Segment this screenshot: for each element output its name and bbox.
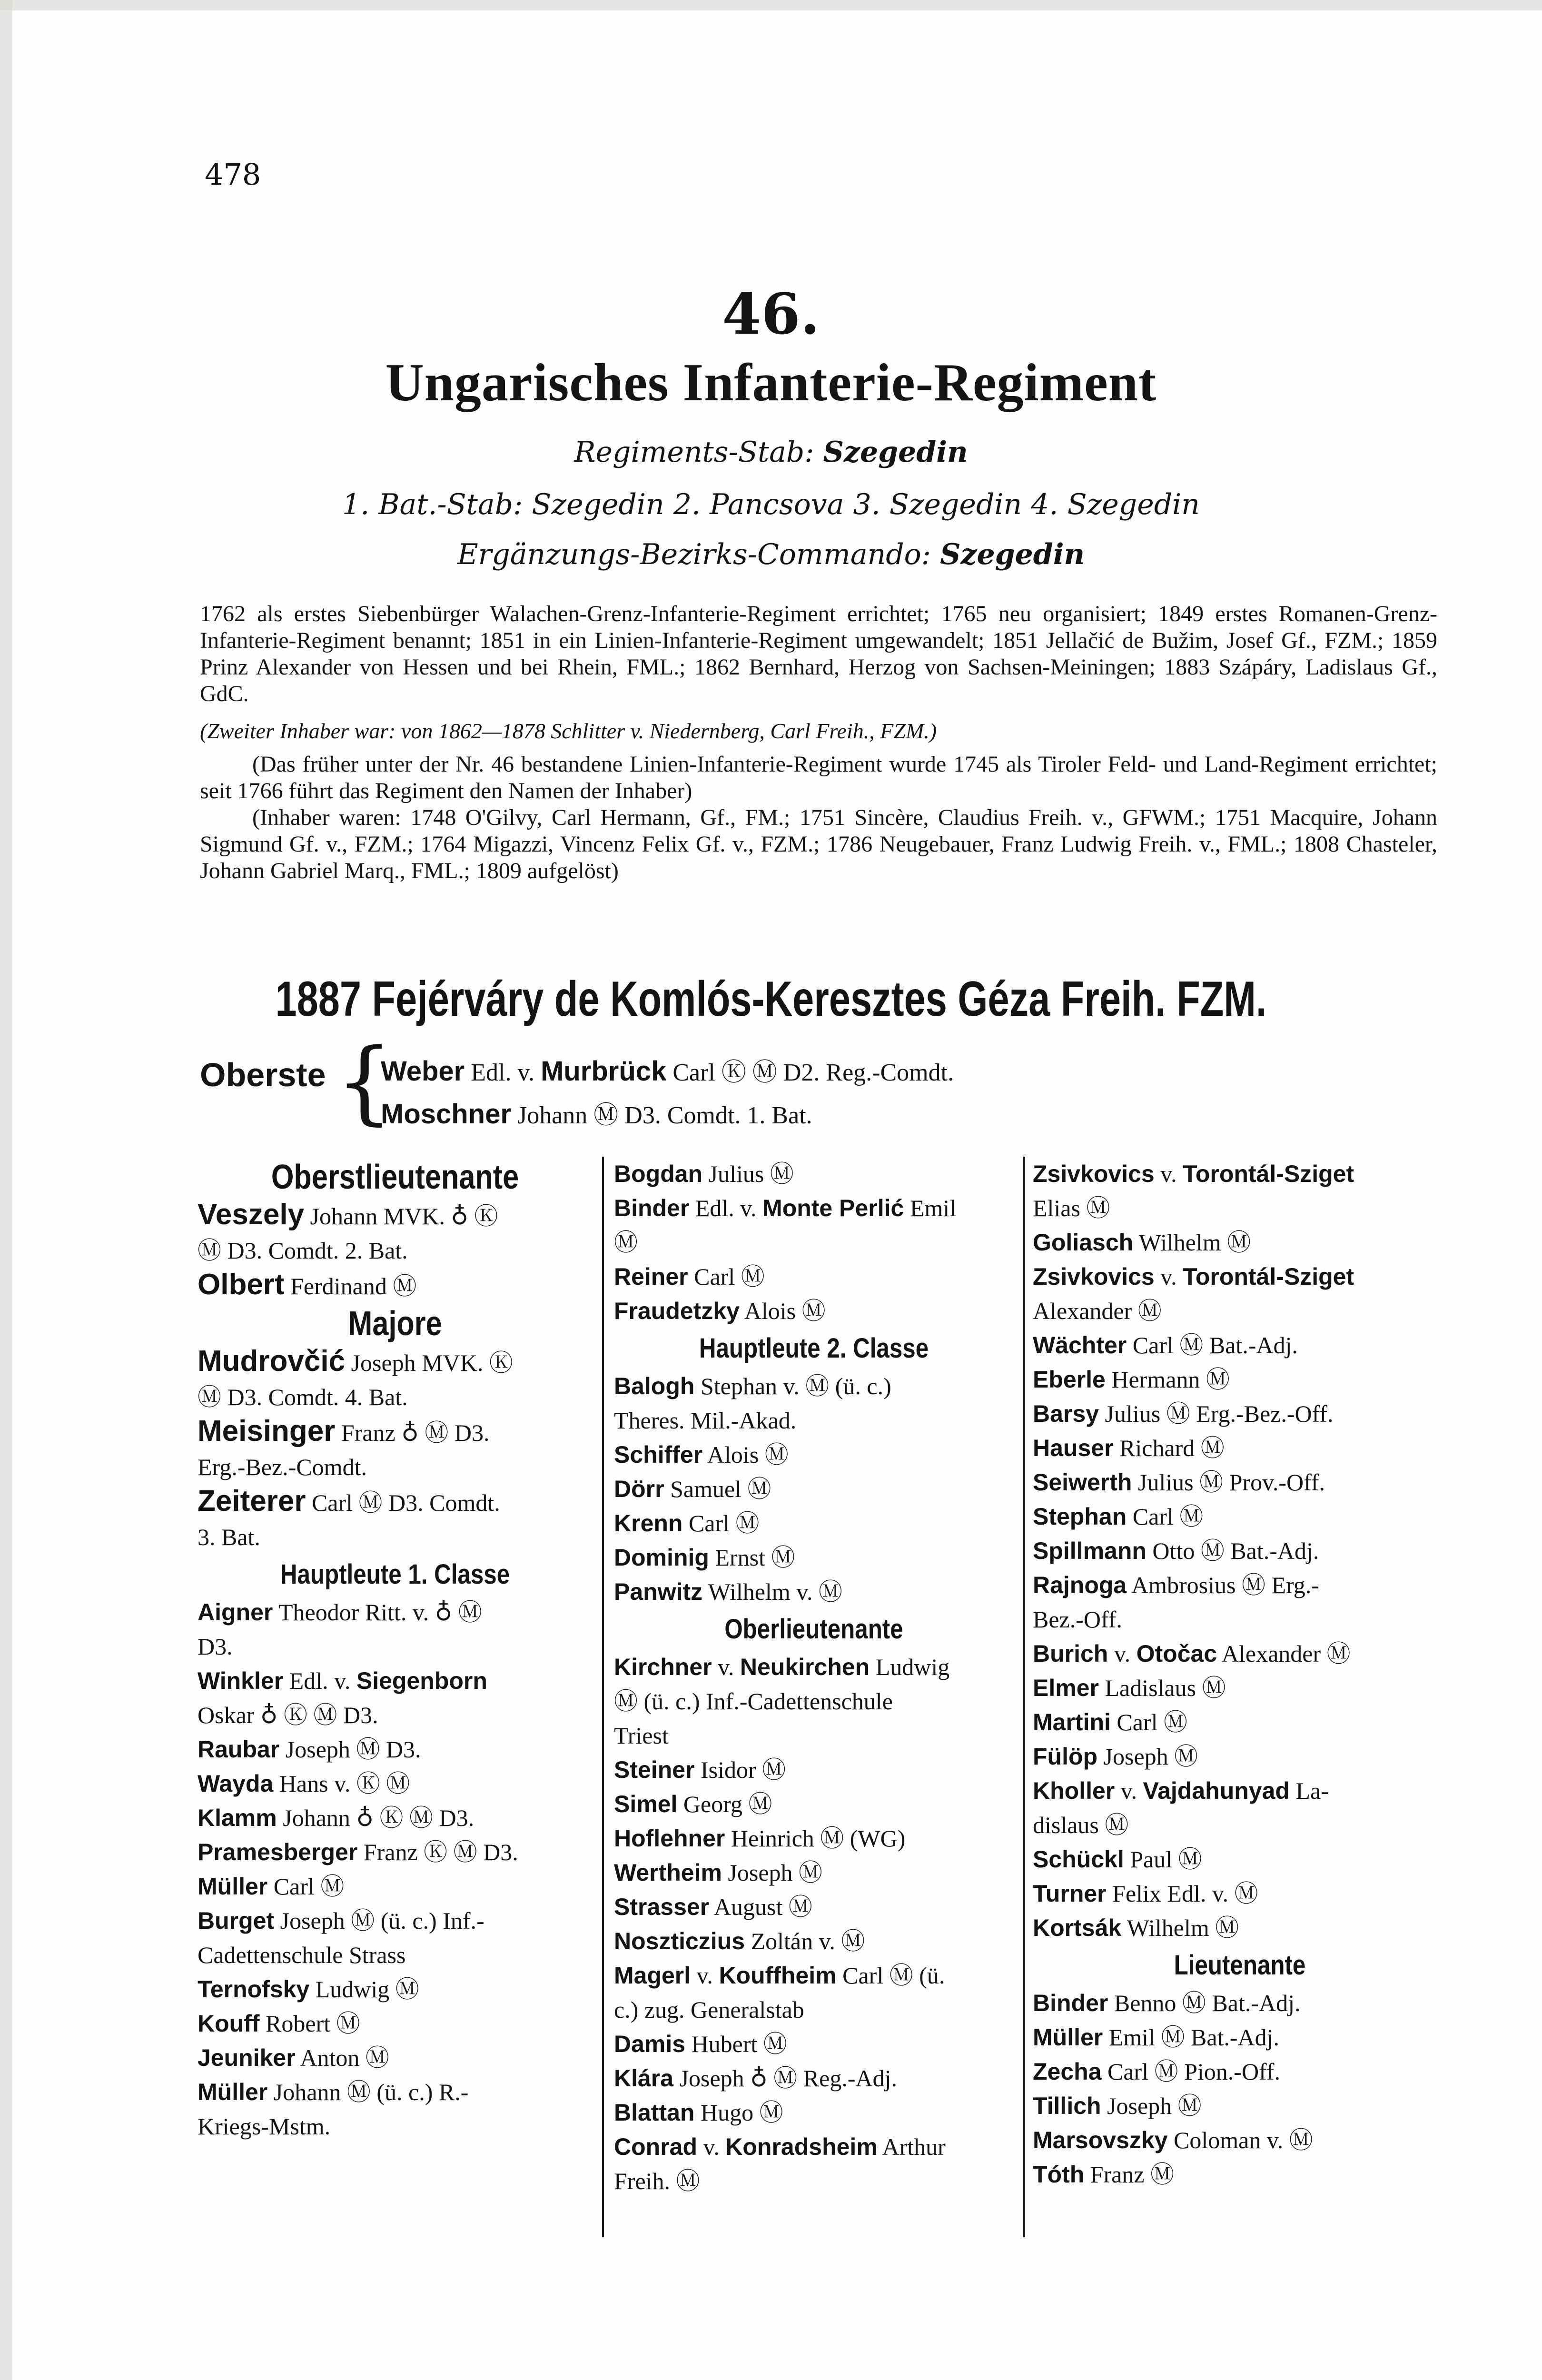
list-item <box>198 1414 593 1450</box>
entry-text: Ferdinand Ⓜ <box>290 1273 417 1299</box>
list-item <box>198 1835 593 1869</box>
regiments-stab-line <box>0 436 1542 469</box>
list-item <box>1033 2054 1447 2089</box>
entry-text: Edl. v. <box>695 1195 757 1221</box>
entry-text: Carl Ⓜ <box>1132 1503 1204 1530</box>
list-item <box>1033 1671 1447 1705</box>
list-item <box>198 1869 593 1904</box>
entry-name: Winkler <box>198 1667 284 1694</box>
entry-text: Otto Ⓜ Bat.-Adj. <box>1152 1537 1319 1564</box>
entry-name: Meisinger <box>198 1415 336 1448</box>
entry-name: Eberle <box>1033 1366 1106 1393</box>
entry-name-2: Torontál-Sziget <box>1182 1263 1354 1290</box>
entry-name: Wayda <box>198 1770 274 1797</box>
entry-name: Zsivkovics <box>1033 1263 1155 1290</box>
list-item <box>614 2130 1014 2164</box>
entry-text: Wilhelm Ⓜ <box>1127 1914 1239 1941</box>
entry-name: Burget <box>198 1907 275 1934</box>
entry-text: Benno Ⓜ Bat.-Adj. <box>1114 1990 1301 2016</box>
list-item <box>1033 1362 1447 1397</box>
entry-name-2: Konradsheim <box>725 2133 878 2160</box>
entry-name: Raubar <box>198 1736 280 1763</box>
history-paragraph-2: (Zweiter Inhaber war: von 1862—1878 Schlitter v. Niedernberg, Carl Freih., FZM.) <box>200 719 937 743</box>
list-item <box>614 1540 1014 1575</box>
battalion-stab-line: 1. Bat.-Stab: Szegedin 2. Pancsova 3. Szegedin 4. Szegedin <box>342 488 1200 521</box>
entry-text: v. <box>703 2133 720 2160</box>
oberst-name: Weber <box>381 1056 465 1087</box>
heading-majore: Majore <box>348 1305 442 1343</box>
list-item <box>614 1259 1014 1294</box>
entry-name: Steiner <box>614 1756 695 1783</box>
entry-text: Joseph Ⓜ D3. <box>285 1736 421 1763</box>
entry-text: v. <box>1160 1263 1177 1290</box>
list-item <box>1033 1157 1447 1191</box>
entry-name: Müller <box>198 2079 268 2105</box>
entry-text: Carl Ⓜ <box>273 1873 345 1900</box>
entry-text-2: Ludwig <box>875 1654 950 1680</box>
entry-text: v. <box>1120 1777 1137 1804</box>
list-item <box>1033 1534 1447 1568</box>
entry-text: Paul Ⓜ <box>1130 1846 1202 1873</box>
entry-name-2: Otočac <box>1136 1640 1217 1667</box>
entry-text-2: Arthur <box>882 2133 946 2160</box>
list-item <box>198 1198 593 1233</box>
entry-name-2: Kouffheim <box>719 1962 837 1989</box>
list-item <box>614 1650 1014 1684</box>
entry-name: Magerl <box>614 1962 691 1989</box>
entry-text: Carl Ⓜ <box>1117 1709 1187 1735</box>
entry-name: Zecha <box>1033 2058 1102 2085</box>
heading-oberstlieutenante: Oberstlieutenante <box>271 1158 519 1196</box>
history-block <box>200 601 1437 884</box>
list-item <box>614 1472 1014 1506</box>
column-divider-2 <box>1023 1157 1025 2237</box>
entry-text: Joseph Ⓜ <box>1107 2092 1202 2119</box>
entry-text: Julius Ⓜ Prov.-Off. <box>1137 1469 1325 1496</box>
entry-text: Franz Ⓜ <box>1090 2161 1175 2188</box>
entry-name: Reiner <box>614 1263 688 1290</box>
entry-name: Müller <box>1033 2024 1103 2051</box>
list-item-cont: Cadettenschule Strass <box>198 1942 406 1968</box>
entry-name: Müller <box>198 1873 268 1900</box>
entry-text: Joseph Ⓜ (ü. c.) Inf.- <box>280 1907 484 1934</box>
entry-name: Tillich <box>1033 2092 1101 2119</box>
list-item <box>198 1484 593 1520</box>
oberste-brace: { <box>336 1029 393 1134</box>
entry-name: Burich <box>1033 1640 1108 1667</box>
list-item <box>198 1268 593 1303</box>
entry-text: Hermann Ⓜ <box>1111 1366 1230 1393</box>
entry-name: Wächter <box>1033 1332 1127 1359</box>
oberst-entry-weber <box>381 1052 954 1088</box>
stab-label: Regiments-Stab: <box>574 436 814 469</box>
page-number: 478 <box>205 157 261 192</box>
entry-text: Stephan v. Ⓜ (ü. c.) <box>700 1373 891 1399</box>
list-item <box>614 1753 1014 1787</box>
entry-name: Panwitz <box>614 1578 703 1605</box>
heading-hauptleute-2: Hauptleute 2. Classe <box>699 1333 929 1364</box>
entry-text: Heinrich Ⓜ (WG) <box>731 1825 906 1852</box>
list-item <box>1033 1876 1447 1911</box>
list-item <box>614 1821 1014 1855</box>
list-item <box>198 2075 593 2109</box>
heading-lieutenante: Lieutenante <box>1174 1950 1306 1981</box>
entry-name: Aigner <box>198 1599 273 1626</box>
entry-name: Zsivkovics <box>1033 1160 1155 1187</box>
entry-text: Edl. v. <box>289 1667 351 1694</box>
list-item <box>1033 1259 1447 1294</box>
oberst-rest: Edl. v. <box>471 1059 535 1086</box>
entry-name: Dominig <box>614 1544 709 1571</box>
entry-text: Anton Ⓜ <box>300 2044 389 2071</box>
inhaber-heading: 1887 Fejérváry de Komlós-Keresztes Géza Freih. FZM. <box>275 972 1267 1027</box>
list-item-cont: Freih. Ⓜ <box>614 2168 700 2194</box>
entry-name: Blattan <box>614 2099 695 2126</box>
list-item <box>614 1369 1014 1403</box>
entry-name: Rajnoga <box>1033 1572 1127 1598</box>
entry-text: Ladislaus Ⓜ <box>1105 1675 1226 1701</box>
list-item-cont: Ⓜ <box>614 1229 638 1256</box>
list-item <box>198 1904 593 1938</box>
list-item-cont: Triest <box>614 1722 669 1749</box>
entry-text: Carl Ⓜ <box>694 1263 765 1290</box>
entry-name: Veszely <box>198 1198 305 1231</box>
list-item <box>1033 1397 1447 1431</box>
entry-text: v. <box>1114 1640 1131 1667</box>
entry-name: Jeuniker <box>198 2044 296 2071</box>
list-item <box>614 2061 1014 2095</box>
list-item <box>614 1438 1014 1472</box>
entry-name: Marsovszky <box>1033 2127 1168 2153</box>
list-item <box>1033 1705 1447 1739</box>
entry-name: Dörr <box>614 1476 664 1502</box>
entry-name: Krenn <box>614 1510 683 1537</box>
list-item <box>1033 1842 1447 1876</box>
entry-text: Wilhelm v. Ⓜ <box>708 1578 842 1605</box>
list-item <box>1033 1328 1447 1362</box>
entry-name: Fraudetzky <box>614 1298 740 1324</box>
list-item <box>1033 1225 1447 1259</box>
heading-hauptleute-1: Hauptleute 1. Classe <box>280 1559 510 1590</box>
list-item <box>1033 2157 1447 2192</box>
list-item <box>198 1972 593 2006</box>
entry-name: Barsy <box>1033 1400 1099 1427</box>
list-item-cont: Bez.-Off. <box>1033 1606 1122 1633</box>
entry-name: Spillmann <box>1033 1537 1147 1564</box>
entry-text-2: La- <box>1295 1777 1329 1804</box>
entry-text: Ludwig Ⓜ <box>315 1976 419 2003</box>
list-item <box>1033 1568 1447 1602</box>
entry-text-2: Carl Ⓜ (ü. <box>842 1962 945 1989</box>
entry-text: Georg Ⓜ <box>683 1791 772 1817</box>
entry-text: v. <box>696 1962 713 1989</box>
list-item <box>1033 2123 1447 2157</box>
list-item <box>1033 2089 1447 2123</box>
erg-label: Ergänzungs-Bezirks-Commando: <box>457 538 931 571</box>
entry-name: Bogdan <box>614 1160 703 1187</box>
entry-text: Julius Ⓜ Erg.-Bez.-Off. <box>1105 1400 1334 1427</box>
list-item-cont: c.) zug. Generalstab <box>614 1996 804 2023</box>
list-item <box>614 1294 1014 1328</box>
list-item <box>614 2095 1014 2130</box>
list-item <box>1033 1986 1447 2020</box>
entry-name: Wertheim <box>614 1859 722 1886</box>
list-item <box>614 1506 1014 1540</box>
top-edge-shadow <box>0 0 1542 10</box>
entry-text: Robert Ⓜ <box>266 2010 360 2037</box>
list-item-cont: Ⓜ D3. Comdt. 2. Bat. <box>198 1237 408 1264</box>
list-item <box>198 1664 593 1698</box>
entry-name: Mudrovčić <box>198 1345 346 1378</box>
entry-name: Klára <box>614 2065 674 2092</box>
entry-name-2: Neukirchen <box>740 1654 870 1680</box>
entry-name-2: Vajdahunyad <box>1143 1777 1290 1804</box>
entry-name: Zeiterer <box>198 1485 306 1517</box>
entry-text: August Ⓜ <box>713 1894 812 1920</box>
oberste-label: Oberste <box>200 1056 326 1093</box>
entry-name: Stephan <box>1033 1503 1127 1530</box>
entry-text: Hubert Ⓜ <box>691 2031 787 2057</box>
column-1 <box>198 1157 593 2143</box>
erg-city: Szegedin <box>940 538 1085 571</box>
list-item <box>614 1787 1014 1821</box>
entry-text: v. <box>718 1654 734 1680</box>
regiment-number: 46. <box>722 281 820 347</box>
entry-name: Elmer <box>1033 1675 1099 1701</box>
entry-name: Strasser <box>614 1894 710 1920</box>
entry-name: Balogh <box>614 1373 695 1399</box>
entry-name: Klamm <box>198 1805 277 1831</box>
entry-text: Hans v. Ⓚ Ⓜ <box>279 1770 410 1797</box>
entry-text: Alois Ⓜ <box>744 1298 826 1324</box>
list-item <box>198 2006 593 2041</box>
list-item <box>614 1157 1014 1191</box>
entry-name: Simel <box>614 1791 678 1817</box>
entry-text: Samuel Ⓜ <box>670 1476 771 1502</box>
entry-name: Olbert <box>198 1268 285 1301</box>
list-item-cont: Theres. Mil.-Akad. <box>614 1407 797 1434</box>
entry-text: Richard Ⓜ <box>1119 1435 1225 1461</box>
oberst-tail: Carl Ⓚ Ⓜ D2. Reg.-Comdt. <box>672 1059 954 1086</box>
list-item <box>198 1595 593 1629</box>
entry-text: Carl Ⓜ Bat.-Adj. <box>1132 1332 1298 1359</box>
entry-text: Alois Ⓜ <box>707 1441 789 1468</box>
oberst-tail: Johann Ⓜ D3. Comdt. 1. Bat. <box>517 1102 812 1129</box>
entry-name: Damis <box>614 2031 686 2057</box>
entry-name: Kholler <box>1033 1777 1115 1804</box>
list-item <box>614 1958 1014 1993</box>
entry-name: Seiwerth <box>1033 1469 1132 1496</box>
entry-name: Schückl <box>1033 1846 1124 1873</box>
list-item <box>1033 1911 1447 1945</box>
history-paragraph-1: 1762 als erstes Siebenbürger Walachen-Grenz-Infanterie-Regiment errichtet; 1765 neu organisiert; 1849 erstes Romanen-Grenz-Infanterie-Regiment benannt; 1851 in ein Linien-Infanterie-Regiment umgewandelt; 1851 Jellačić de Bužim, Josef Gf., FZM.; 1859 Prinz Alexander von Hessen und bei Rhein, FML.; 1862 Bernhard, Herzog von Sachsen-Meiningen; 1883 Szápáry, Ladislaus Gf., GdC. <box>200 601 1437 706</box>
entry-text: Julius Ⓜ <box>708 1160 794 1187</box>
column-3 <box>1033 1157 1447 2192</box>
oberst-name: Moschner <box>381 1099 511 1130</box>
entry-name: Turner <box>1033 1880 1107 1907</box>
entry-text: Joseph MVK. Ⓚ <box>351 1349 513 1376</box>
entry-text: Joseph ♁ Ⓜ Reg.-Adj. <box>679 2065 897 2092</box>
heading-oberlieutenante: Oberlieutenante <box>724 1614 903 1645</box>
entry-text: Wilhelm Ⓜ <box>1138 1229 1251 1256</box>
entry-name: Conrad <box>614 2133 697 2160</box>
entry-name: Kortsák <box>1033 1914 1122 1941</box>
list-item-cont: Erg.-Bez.-Comdt. <box>198 1454 367 1480</box>
list-item <box>198 2041 593 2075</box>
entry-text: Ambrosius Ⓜ Erg.- <box>1131 1572 1319 1598</box>
entry-text: Carl Ⓜ D3. Comdt. <box>311 1489 500 1516</box>
entry-name: Kirchner <box>614 1654 712 1680</box>
list-item-cont: Ⓜ D3. Comdt. 4. Bat. <box>198 1384 408 1410</box>
entry-text: Ernst Ⓜ <box>715 1544 795 1571</box>
entry-text: v. <box>1160 1160 1177 1187</box>
list-item <box>614 1890 1014 1924</box>
list-item-cont: Ⓜ (ü. c.) Inf.-Cadettenschule <box>614 1688 893 1715</box>
list-item <box>1033 2020 1447 2054</box>
entry-text: Theodor Ritt. v. ♁ Ⓜ <box>278 1599 482 1626</box>
list-item-cont: Elias Ⓜ <box>1033 1195 1110 1221</box>
entry-name: Pramesberger <box>198 1839 358 1865</box>
list-item <box>198 1766 593 1801</box>
entry-name-2: Siegenborn <box>356 1667 487 1694</box>
entry-name: Hoflehner <box>614 1825 725 1852</box>
entry-name: Kouff <box>198 2010 260 2037</box>
entry-name: Martini <box>1033 1709 1111 1735</box>
list-item <box>614 1575 1014 1609</box>
entry-name: Fülöp <box>1033 1743 1098 1770</box>
entry-text: Johann ♁ Ⓚ Ⓜ D3. <box>283 1805 474 1831</box>
entry-name-2: Torontál-Sziget <box>1182 1160 1354 1187</box>
entry-text: Coloman v. Ⓜ <box>1174 2127 1313 2153</box>
list-item <box>198 1801 593 1835</box>
list-item <box>614 1924 1014 1958</box>
entry-name-2: Monte Perlić <box>762 1195 904 1221</box>
entry-text: Hugo Ⓜ <box>700 2099 783 2126</box>
column-2 <box>614 1157 1014 2198</box>
list-item <box>1033 1431 1447 1465</box>
entry-text: Isidor Ⓜ <box>701 1756 786 1783</box>
entry-text: Carl Ⓜ <box>688 1510 760 1537</box>
entry-text: Johann MVK. ♁ Ⓚ <box>310 1203 498 1230</box>
entry-name: Tóth <box>1033 2161 1085 2188</box>
ergaenzungs-line <box>0 538 1542 571</box>
column-divider-1 <box>602 1157 604 2237</box>
list-item <box>1033 1636 1447 1671</box>
list-item-cont: D3. <box>198 1633 233 1660</box>
entry-text: Zoltán v. Ⓜ <box>751 1928 865 1954</box>
entry-text-2: Emil <box>909 1195 957 1221</box>
entry-name: Binder <box>614 1195 690 1221</box>
list-item <box>1033 1499 1447 1534</box>
list-item <box>198 1344 593 1380</box>
entry-name: Ternofsky <box>198 1976 310 2003</box>
entry-name: Schiffer <box>614 1441 703 1468</box>
entry-text: Joseph Ⓜ <box>728 1859 823 1886</box>
list-item <box>1033 1739 1447 1774</box>
entry-text: Emil Ⓜ Bat.-Adj. <box>1108 2024 1280 2051</box>
entry-text: Franz ♁ Ⓜ D3. <box>341 1419 490 1446</box>
entry-text: Franz Ⓚ Ⓜ D3. <box>363 1839 518 1865</box>
entry-text: Joseph Ⓜ <box>1103 1743 1198 1770</box>
entry-text: Carl Ⓜ Pion.-Off. <box>1107 2058 1280 2085</box>
stab-city: Szegedin <box>823 436 968 469</box>
entry-text: Felix Edl. v. Ⓜ <box>1112 1880 1258 1907</box>
history-paragraph-3: (Das früher unter der Nr. 46 bestandene Linien-Infanterie-Regiment wurde 1745 als Tiroler Feld- und Land-Regiment errichtet; seit 1766 führt das Regiment den Namen der Inhaber) <box>200 752 1437 803</box>
list-item <box>614 2027 1014 2061</box>
oberst-entry-moschner <box>381 1095 812 1130</box>
list-item <box>1033 1465 1447 1499</box>
list-item-cont: Alexander Ⓜ <box>1033 1298 1162 1324</box>
list-item <box>1033 1774 1447 1808</box>
list-item <box>614 1191 1014 1225</box>
list-item-cont: Oskar ♁ Ⓚ Ⓜ D3. <box>198 1702 378 1728</box>
list-item <box>198 1732 593 1766</box>
list-item-cont: Kriegs-Mstm. <box>198 2113 331 2140</box>
entry-name: Noszticzius <box>614 1928 745 1954</box>
entry-text-2: Alexander Ⓜ <box>1221 1640 1351 1667</box>
list-item <box>614 1855 1014 1890</box>
history-paragraph-4: (Inhaber waren: 1748 O'Gilvy, Carl Hermann, Gf., FM.; 1751 Sincère, Claudius Freih. v., GFWM.; 1751 Macquire, Johann Sigmund Gf. v., FZM.; 1764 Migazzi, Vincenz Felix Gf. v., FZM.; 1786 Neugebauer, Franz Ludwig Freih. v., FML.; 1808 Chasteler, Johann Gabriel Marq., FML.; 1809 aufgelöst) <box>200 805 1437 883</box>
entry-name: Binder <box>1033 1990 1108 2016</box>
regiment-title: Ungarisches Infanterie-Regiment <box>385 353 1157 412</box>
entry-text: Johann Ⓜ (ü. c.) R.- <box>273 2079 469 2105</box>
entry-name: Goliasch <box>1033 1229 1134 1256</box>
entry-name: Hauser <box>1033 1435 1114 1461</box>
list-item-cont: dislaus Ⓜ <box>1033 1812 1129 1838</box>
oberst-name-2: Murbrück <box>541 1056 667 1087</box>
list-item-cont: 3. Bat. <box>198 1524 260 1550</box>
